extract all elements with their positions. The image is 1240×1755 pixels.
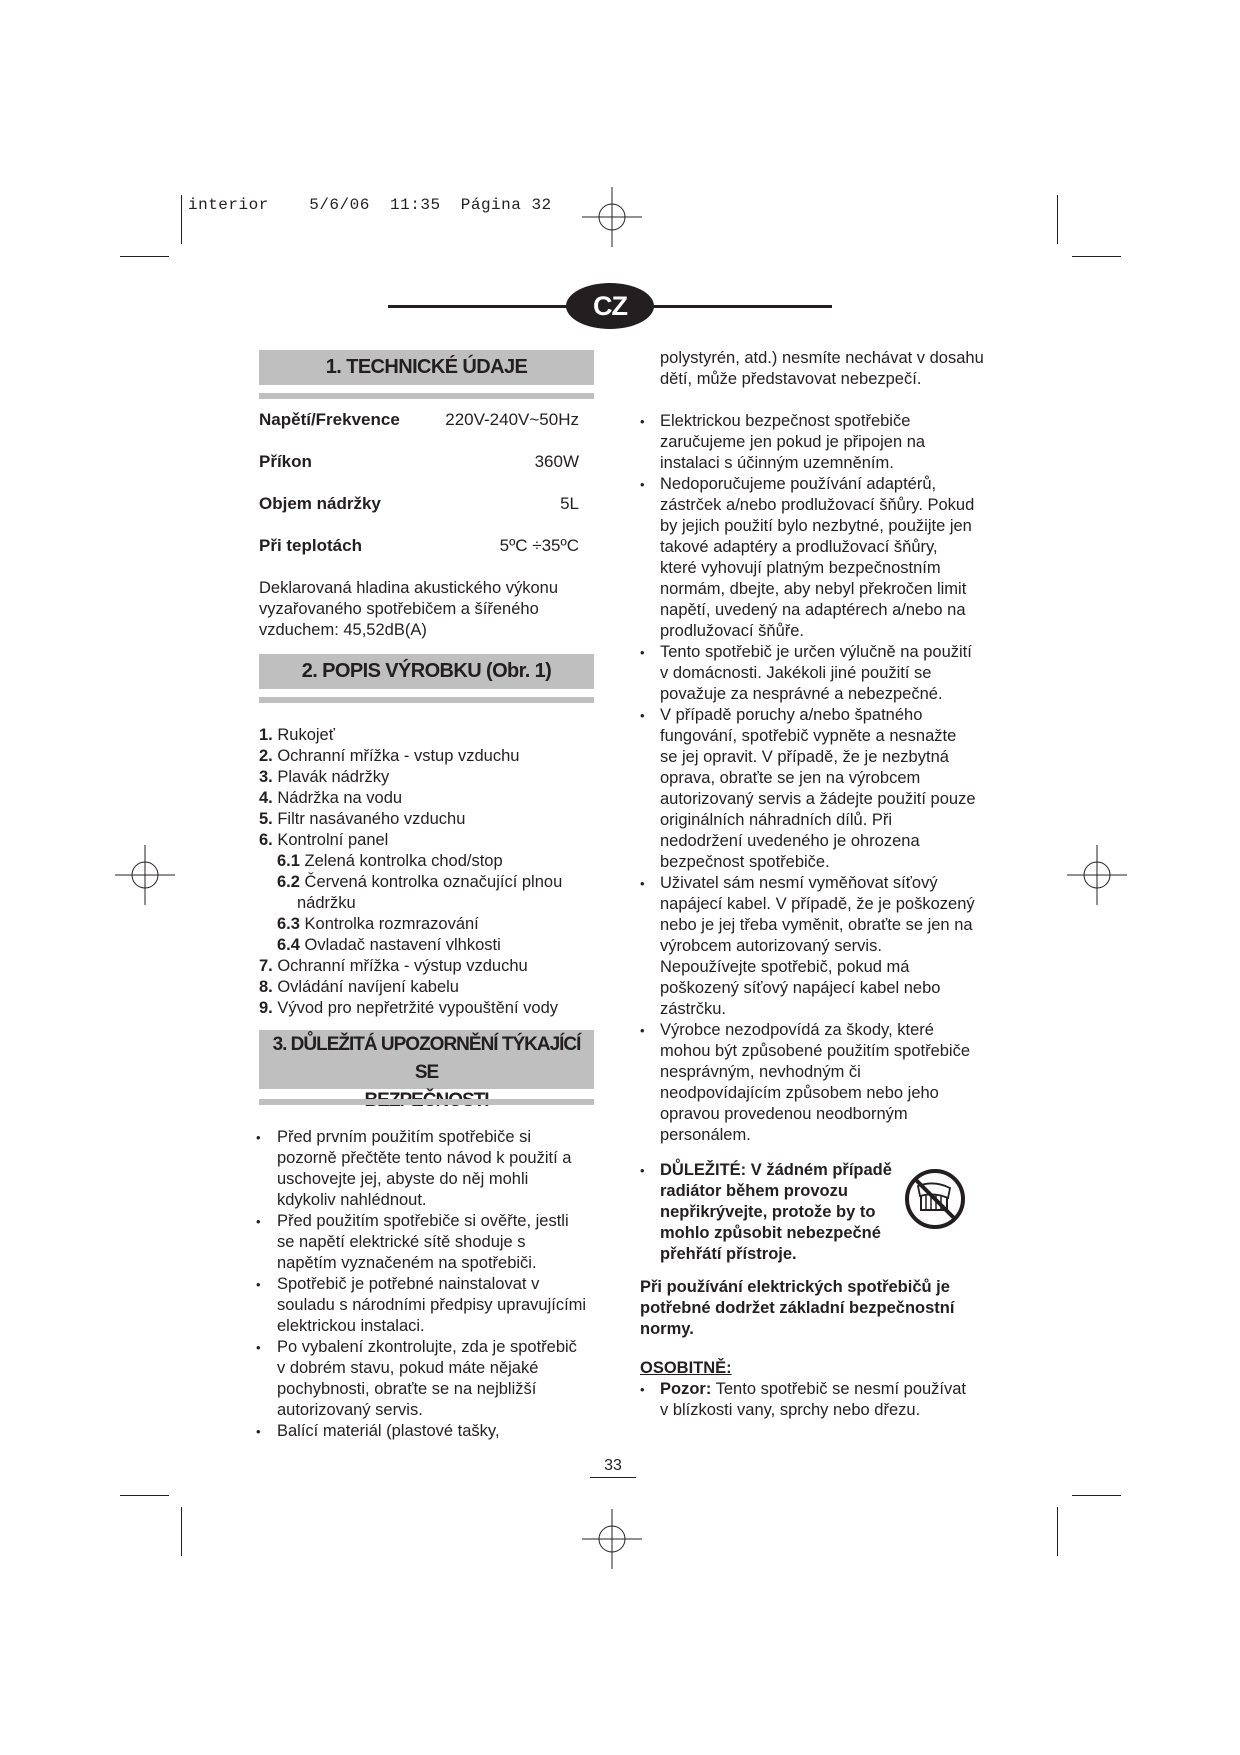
important-line: nepřikrývejte, protože by to	[660, 1203, 876, 1221]
spec-row	[259, 452, 579, 472]
norms-line: potřebné dodržet základní bezpečnostní	[640, 1299, 955, 1317]
important-line: mohlo způsobit nebezpečné	[660, 1224, 881, 1242]
noise-declaration	[259, 578, 604, 641]
list-subitem: 6.4 Ovladač nastavení vlhkosti	[277, 936, 501, 954]
safety-bullet: • Tento spotřebič je určen výlučně na použití v domácnosti. Jakékoli jiné použití se považuje za nesprávné a nebezpečné.	[640, 642, 978, 705]
special-section	[640, 1358, 985, 1421]
product-parts-list	[259, 725, 604, 1019]
crop-mark	[181, 195, 182, 244]
list-subitem: 6.3 Kontrolka rozmrazování	[277, 915, 479, 933]
section-2-title: 2. POPIS VÝROBKU (Obr. 1)	[301, 660, 552, 682]
list-item: 1. Rukojeť	[259, 726, 335, 744]
section-3-heading	[259, 1030, 594, 1089]
safety-list-left	[259, 1127, 589, 1442]
registration-mark-right	[1065, 843, 1129, 907]
noise-line: Deklarovaná hladina akustického výkonu	[259, 579, 559, 597]
safety-bullet: • Po vybalení zkontrolujte, zda je spotřebič v dobrém stavu, pokud máte nějaké pochybnosti, obraťte se na nejbližší autorizovaný servis.	[259, 1337, 589, 1421]
norms-line: normy.	[640, 1320, 694, 1338]
list-item: 9. Vývod pro nepřetržité vypouštění vody	[259, 999, 559, 1017]
spec-label: Při teplotách	[259, 536, 362, 555]
list-item: 7. Ochranní mřížka - výstup vzduchu	[259, 957, 528, 975]
list-item: 5. Filtr nasávaného vzduchu	[259, 810, 466, 828]
crop-mark	[1057, 195, 1058, 244]
printer-slug: interior 5/6/06 11:35 Página 32	[188, 196, 552, 214]
safety-bullet: • Elektrickou bezpečnost spotřebiče zaručujeme jen pokud je připojen na instalaci s účinným uzemněním.	[640, 411, 978, 474]
language-rule-left	[388, 305, 578, 308]
spec-value: 220V-240V~50Hz	[445, 410, 579, 429]
no-cover-heater-icon	[904, 1168, 966, 1230]
spec-label: Příkon	[259, 452, 312, 471]
special-heading: OSOBITNĚ:	[640, 1359, 732, 1377]
important-warning	[640, 1160, 920, 1265]
safety-continuation-text: polystyrén, atd.) nesmíte nechávat v dosahu dětí, může představovat nebezpečí.	[660, 349, 984, 388]
safety-bullet: • Balící materiál (plastové tašky,	[259, 1421, 589, 1442]
important-line: přehřátí přístroje.	[660, 1245, 797, 1263]
section-3-title-line: 3. DŮLEŽITÁ UPOZORNĚNÍ TÝKAJÍCÍ SE	[272, 1034, 581, 1083]
safety-bullet: • Uživatel sám nesmí vyměňovat síťový napájecí kabel. V případě, že je poškozený nebo je jej třeba vyměnit, obraťte se jen na výrobcem autorizovaný servis. Nepoužívejte spotřebič, pokud má poškozený síťový napájecí kabel nebo zástrčku.	[640, 873, 978, 1020]
list-subitem: 6.2 Červená kontrolka označující plnou	[277, 873, 563, 891]
bullet-glyph: •	[640, 1163, 645, 1178]
crop-mark	[120, 256, 169, 257]
list-item: 8. Ovládání navíjení kabelu	[259, 978, 459, 996]
spec-row	[259, 536, 579, 556]
section-2-heading	[259, 654, 594, 689]
crop-mark	[1072, 256, 1121, 257]
section-divider	[259, 393, 594, 399]
section-1-heading	[259, 350, 594, 385]
list-item: 3. Plavák nádržky	[259, 768, 390, 786]
special-bullet	[640, 1379, 985, 1421]
norms-line: Při používání elektrických spotřebičů je	[640, 1278, 950, 1296]
noise-line: vzduchem: 45,52dB(A)	[259, 621, 427, 639]
safety-bullet: • Před prvním použitím spotřebiče si pozorně přečtěte tento návod k použití a uschovejte jej, abyste do něj mohli kdykoliv nahlédnout.	[259, 1127, 589, 1211]
spec-value: 5ºC ÷35ºC	[499, 536, 579, 555]
language-rule-right	[640, 305, 832, 308]
registration-mark-bottom	[580, 1507, 644, 1571]
bullet-glyph: •	[640, 1382, 645, 1397]
special-text: v blízkosti vany, sprchy nebo dřezu.	[660, 1401, 921, 1419]
section-1-title: 1. TECHNICKÉ ÚDAJE	[325, 356, 528, 378]
spec-label: Napětí/Frekvence	[259, 410, 400, 429]
list-subitem: 6.1 Zelená kontrolka chod/stop	[277, 852, 503, 870]
list-item: 6. Kontrolní panel	[259, 831, 389, 849]
safety-bullet: • Výrobce nezodpovídá za škody, které mohou být způsobené použitím spotřebiče nesprávným, nevhodným či neodpovídajícím způsobem nebo jeho opravou provedenou neodborným personálem.	[640, 1020, 978, 1146]
crop-mark	[1057, 1507, 1058, 1556]
spec-label: Objem nádržky	[259, 494, 381, 513]
safety-bullet: • Spotřebič je potřebné nainstalovat v souladu s národními předpisy upravujícími elektrickou instalaci.	[259, 1274, 589, 1337]
language-badge: CZ	[566, 283, 654, 329]
list-item: 2. Ochranní mřížka - vstup vzduchu	[259, 747, 520, 765]
list-item: 4. Nádržka na vodu	[259, 789, 403, 807]
special-label: Pozor:	[660, 1380, 712, 1398]
section-divider	[259, 697, 594, 703]
safety-bullet: • Před použitím spotřebiče si ověřte, jestli se napětí elektrické sítě shoduje s napětím vyznačeném na spotřebiči.	[259, 1211, 589, 1274]
safety-bullet: • Nedoporučujeme používání adaptérů, zástrček a/nebo prodlužovací šňůry. Pokud by jejich použití bylo nezbytné, použijte jen takové adaptéry a prodlužovací šňůry, které vyhovují platným bezpečnostním normám, dbejte, aby nebyl překročen limit napětí, uvedený na adaptérech a/nebo na prodlužovací šňůře.	[640, 474, 978, 642]
spec-row	[259, 410, 579, 430]
section-divider	[259, 1099, 594, 1105]
safety-list-right	[640, 411, 978, 1146]
crop-mark	[120, 1495, 169, 1496]
important-line: radiátor během provozu	[660, 1182, 848, 1200]
noise-line: vyzařovaného spotřebičem a šířeného	[259, 600, 539, 618]
crop-mark	[1072, 1495, 1121, 1496]
norms-note	[640, 1277, 985, 1340]
page-number: 33	[590, 1457, 636, 1478]
spec-value: 360W	[534, 452, 579, 471]
safety-bullet: • V případě poruchy a/nebo špatného fungování, spotřebič vypněte a nesnažte se jej opravit. V případě, že je nezbytná oprava, obraťte se jen na výrobcem autorizovaný servis a žádejte použití pouze originálních náhradních dílů. Při nedodržení uvedeného je ohrozena bezpečnost spotřebiče.	[640, 705, 978, 873]
registration-mark-left	[113, 843, 177, 907]
important-line: DŮLEŽITÉ: V žádném případě	[660, 1161, 892, 1179]
spec-row	[259, 494, 579, 514]
special-text: Tento spotřebič se nesmí používat	[711, 1380, 967, 1398]
spec-value: 5L	[560, 494, 579, 513]
list-subitem: nádržku	[297, 894, 356, 912]
crop-mark	[181, 1507, 182, 1556]
registration-mark-top	[580, 185, 644, 249]
safety-continuation	[640, 348, 985, 390]
